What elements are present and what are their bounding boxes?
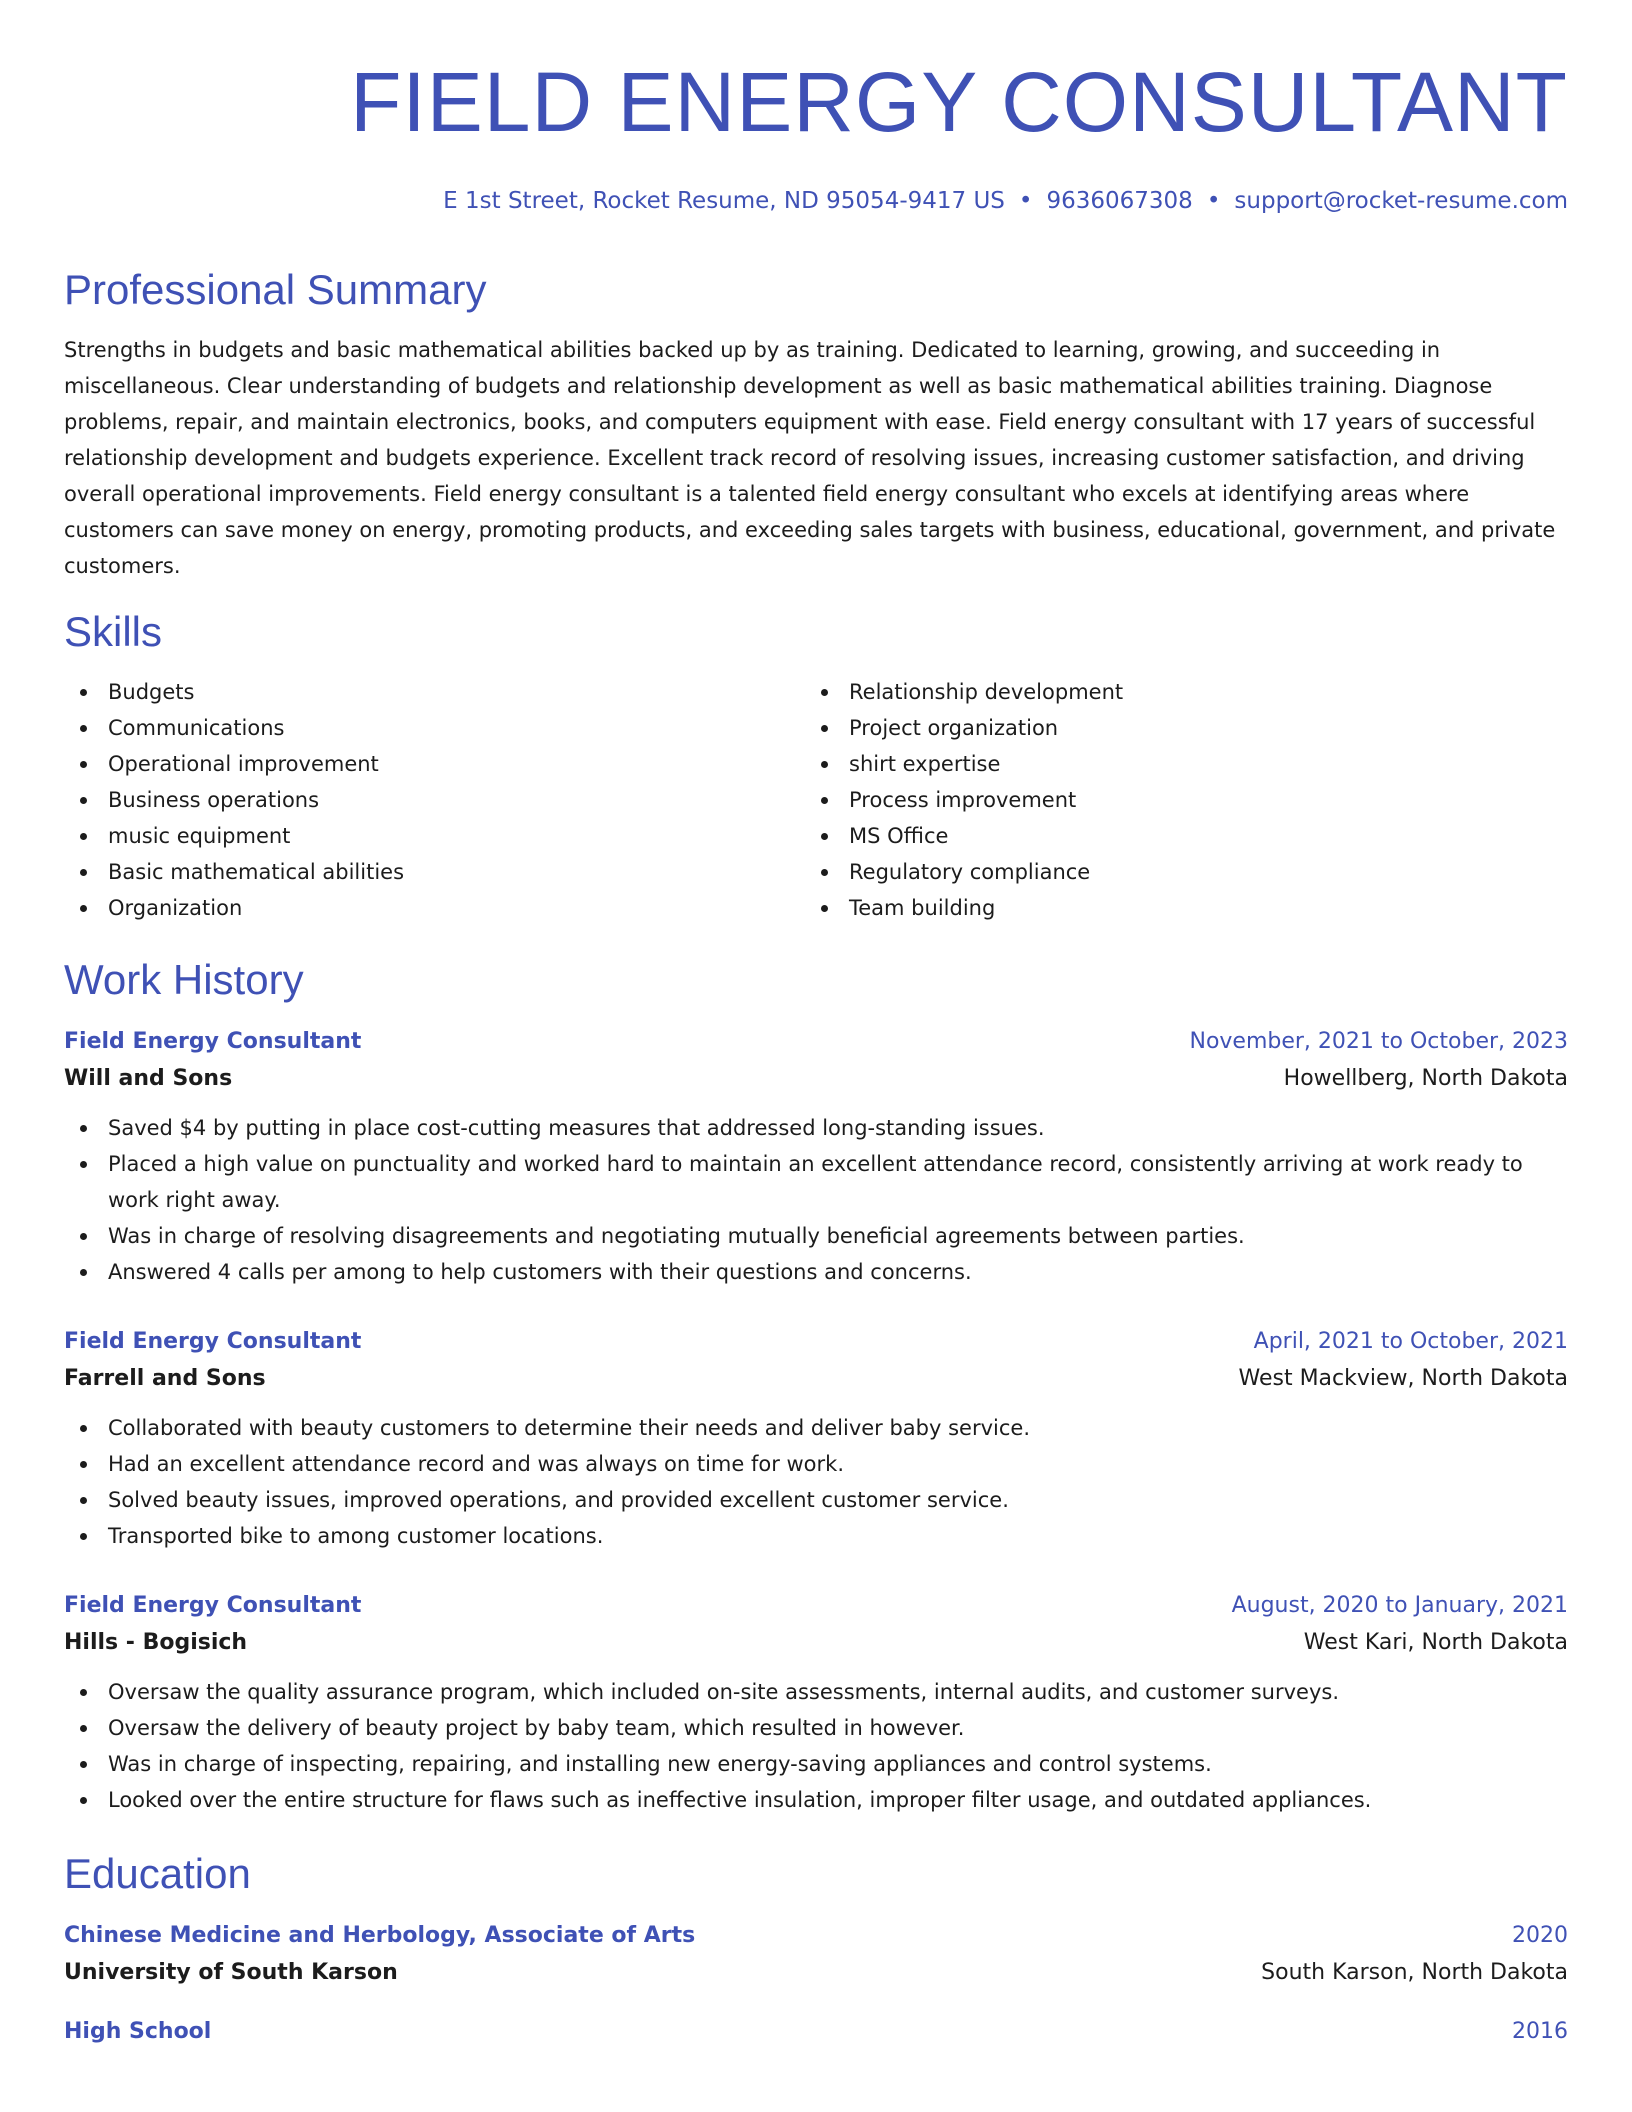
education-entry (64, 2014, 1568, 2050)
job-bullet: Was in charge of inspecting, repairing, and installing new energy-saving appliances and control systems. (64, 1746, 1568, 1782)
skill-item: Business operations (64, 782, 805, 818)
contact-email: support@rocket-resume.com (1234, 188, 1568, 214)
job-location: West Mackview, North Dakota (1238, 1366, 1568, 1391)
job-title: Field Energy Consultant (64, 1593, 362, 1618)
job-dates: August, 2020 to January, 2021 (1231, 1593, 1568, 1618)
skill-item: Organization (64, 890, 805, 926)
job-bullet: Collaborated with beauty customers to determine their needs and deliver baby service. (64, 1410, 1568, 1446)
job-company: Farrell and Sons (64, 1366, 266, 1391)
job-entry (64, 1324, 1568, 1554)
education-degree: High School (64, 2019, 212, 2044)
contact-separator: • (1206, 188, 1221, 214)
education-year: 2020 (1512, 1923, 1568, 1948)
job-title: Field Energy Consultant (64, 1329, 362, 1354)
skill-item: Team building (805, 890, 1546, 926)
job-bullet: Transported bike to among customer locations. (64, 1518, 1568, 1554)
job-bullets (64, 1410, 1568, 1554)
job-company: Will and Sons (64, 1066, 233, 1091)
job-bullet: Oversaw the quality assurance program, which included on-site assessments, internal audits, and customer surveys. (64, 1674, 1568, 1710)
job-bullet: Looked over the entire structure for flaws such as ineffective insulation, improper filter usage, and outdated appliances. (64, 1782, 1568, 1818)
skill-item: Process improvement (805, 782, 1546, 818)
job-bullet: Solved beauty issues, improved operations, and provided excellent customer service. (64, 1482, 1568, 1518)
work-history-heading: Work History (64, 956, 304, 1003)
skill-item: Project organization (805, 710, 1546, 746)
job-title: Field Energy Consultant (64, 1029, 362, 1054)
contact-line (64, 186, 1568, 216)
skills-column-left (64, 674, 805, 926)
education-heading: Education (64, 1850, 251, 1897)
contact-separator: • (1018, 188, 1033, 214)
skill-item: shirt expertise (805, 746, 1546, 782)
job-bullet: Oversaw the delivery of beauty project by baby team, which resulted in however. (64, 1710, 1568, 1746)
skills-list (64, 674, 1568, 926)
skill-item: Communications (64, 710, 805, 746)
job-entry (64, 1024, 1568, 1290)
skill-item: Basic mathematical abilities (64, 854, 805, 890)
job-bullet: Had an excellent attendance record and was always on time for work. (64, 1446, 1568, 1482)
contact-phone: 9636067308 (1046, 188, 1193, 214)
education-year: 2016 (1512, 2019, 1568, 2044)
skill-item: Budgets (64, 674, 805, 710)
job-bullet: Placed a high value on punctuality and worked hard to maintain an excellent attendance record, consistently arriving at work ready to work right away. (64, 1146, 1568, 1218)
job-dates: November, 2021 to October, 2023 (1189, 1029, 1568, 1054)
skill-item: Relationship development (805, 674, 1546, 710)
skills-heading: Skills (64, 608, 163, 655)
education-degree: Chinese Medicine and Herbology, Associate of Arts (64, 1923, 696, 1948)
skill-item: Operational improvement (64, 746, 805, 782)
skills-column-right (805, 674, 1546, 926)
job-location: West Kari, North Dakota (1303, 1630, 1568, 1655)
job-dates: April, 2021 to October, 2021 (1253, 1329, 1568, 1354)
skill-item: music equipment (64, 818, 805, 854)
education-entry (64, 1918, 1568, 1992)
candidate-name: FIELD ENERGY CONSULTANT (350, 55, 1568, 149)
job-location: Howellberg, North Dakota (1283, 1066, 1568, 1091)
education-school: University of South Karson (64, 1960, 398, 1985)
job-bullet: Saved $4 by putting in place cost-cutting measures that addressed long-standing issues. (64, 1110, 1568, 1146)
skill-item: Regulatory compliance (805, 854, 1546, 890)
job-bullets (64, 1110, 1568, 1290)
job-bullet: Was in charge of resolving disagreements and negotiating mutually beneficial agreements between parties. (64, 1218, 1568, 1254)
job-company: Hills - Bogisich (64, 1630, 248, 1655)
contact-address: E 1st Street, Rocket Resume, ND 95054-9417 US (443, 188, 1005, 214)
job-entry (64, 1588, 1568, 1818)
skill-item: MS Office (805, 818, 1546, 854)
job-bullet: Answered 4 calls per among to help customers with their questions and concerns. (64, 1254, 1568, 1290)
job-bullets (64, 1674, 1568, 1818)
summary-text: Strengths in budgets and basic mathematical abilities backed up by as training. Dedicated to learning, growing, and succeeding in miscellaneous. Clear understanding of budgets and relationship development as well as basic mathematical abilities training. Diagnose problems, repair, and maintain electronics, books, and computers equipment with ease. Field energy consultant with 17 years of successful relationship development and budgets experience. Excellent track record of resolving issues, increasing customer satisfaction, and driving overall operational improvements. Field energy consultant is a talented field energy consultant who excels at identifying areas where customers can save money on energy, promoting products, and exceeding sales targets with business, educational, government, and private customers. (64, 338, 1556, 578)
summary-heading: Professional Summary (64, 266, 487, 313)
education-location: South Karson, North Dakota (1261, 1960, 1568, 1985)
